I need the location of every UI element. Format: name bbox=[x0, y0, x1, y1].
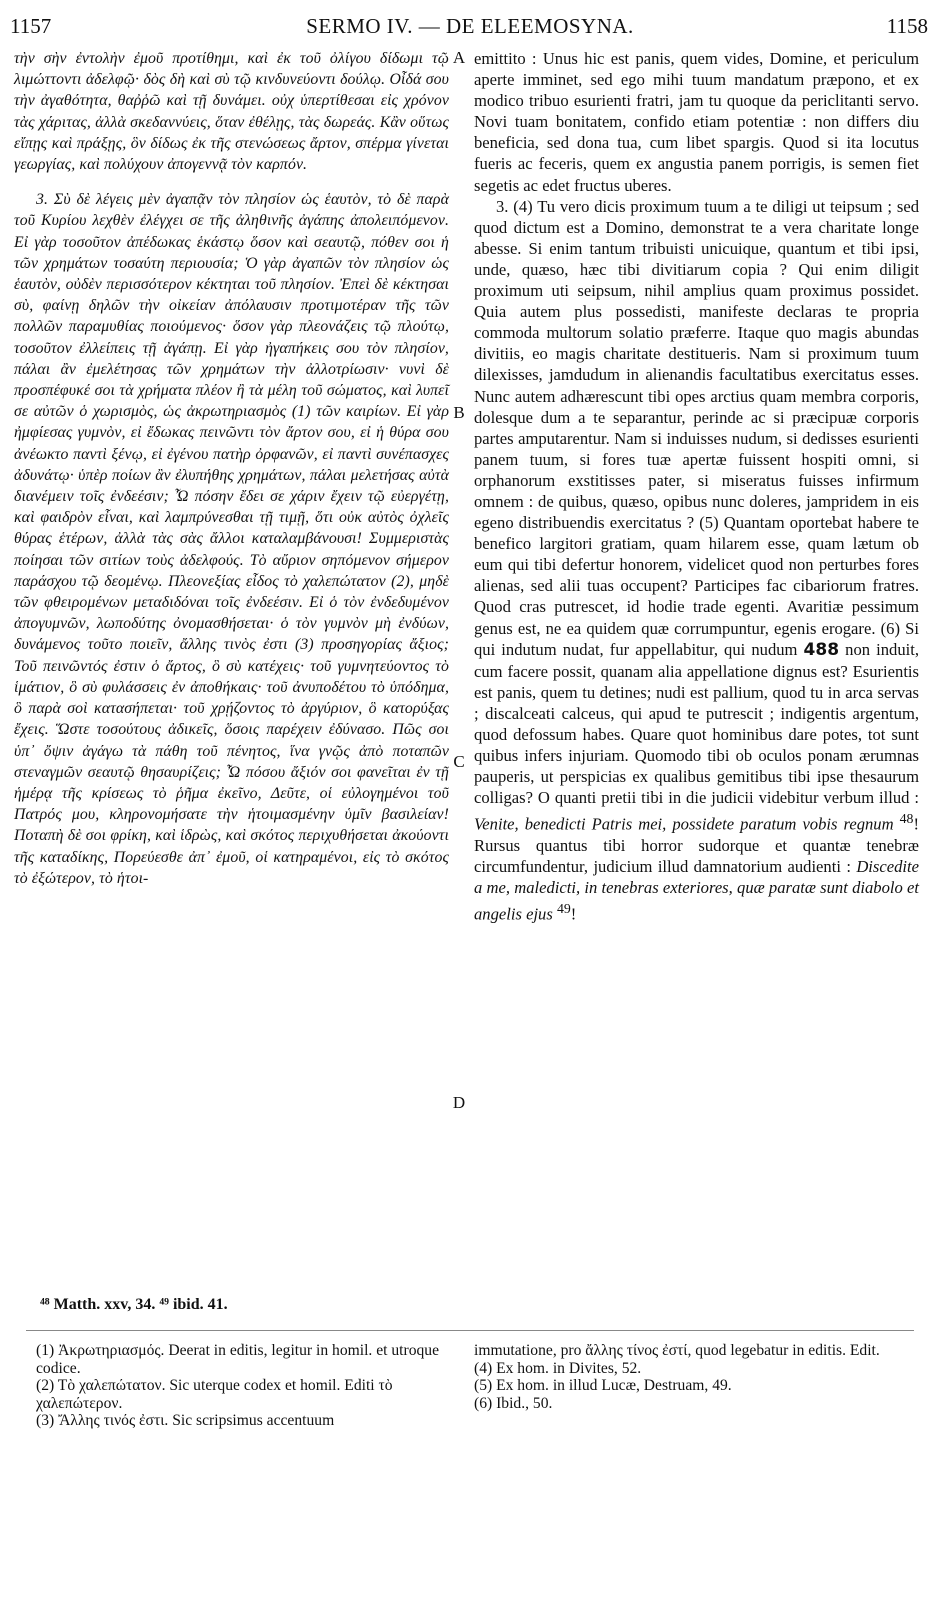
section-marker-b: B bbox=[453, 403, 465, 422]
latin-text: ! bbox=[570, 904, 577, 924]
page-header bbox=[0, 10, 940, 40]
greek-paragraph: τὴν σὴν ἐντολὴν ἐμοῦ προτίθημι, καὶ ἐκ τοῦ ὀλίγου δίδωμι τῷ λιμώττοντι ἀδελφῷ· δὸς δὴ καὶ σὺ τῷ κινδυνεύοντι δούλῳ. Οἶδά σου τὴν ἀγαθότητα, θαῤῥῶ καὶ τῇ δυνάμει. οὐχ ὑπερτίθεσαι εἰς χρόνον τὰς χάριτας, ἀλλὰ σκεδαννύεις, ὅταν ἐθέλῃς, τὰς δωρεάς. Κἂν οὕτως εἴπῃς καὶ πράξῃς, ὃν δίδως ἐκ τῆς στενώσεως ἄρτον, σπέρμα γίνεται γεωργίας, καὶ πολύχουν ἀπογεννᾷ τὸν καρπόν. bbox=[14, 50, 449, 174]
running-title: SERMO IV. — DE ELEEMOSYNA. bbox=[306, 14, 634, 38]
latin-text: non induit, cum facere possit, quanam alia appellatione dignus est? Esurientis est panis, quem tu detines; nudi est pallium, quod tu in arca servas ; discalceati calceus, qui apud te putrescit ; indigentis argentum, quod defossum habes. Quare quot hominibus dare potes, tot sunt quibus infers injuriam. Quomodo tibi ob oculos ponam ærumnas pauperis, ut perspicias ex qualibus gemitibus tibi ipse thesaurum colligas? O quanti pretii tibi in die judicii videbitur verbum illud : bbox=[474, 639, 919, 808]
column-number: 488 bbox=[803, 639, 840, 660]
footnote: (2) Τὸ χαλεπώτατον. Sic uterque codex et homil. Editi τὸ χαλεπώτερον. bbox=[36, 1377, 393, 1412]
section-marker-a: A bbox=[452, 48, 466, 67]
section-marker-d: D bbox=[452, 1093, 466, 1112]
scripture-quote: Discedite a me, maledicti, in tenebras exteriores, quæ paratæ sunt diabolo et angelis ejus bbox=[474, 857, 919, 924]
scripture-quote: Venite, benedicti Patris mei, possidete paratum vobis regnum bbox=[474, 814, 894, 834]
footnote: (1) Ἀκρωτηριασμός. Deerat in editis, legitur in homil. et utroque codice. bbox=[36, 1342, 440, 1377]
footnotes-right bbox=[474, 1342, 904, 1412]
latin-paragraph bbox=[474, 196, 919, 925]
footnote: (3) Ἄλλης τινός ἐστι. Sic scripsimus accentuum bbox=[36, 1412, 335, 1429]
latin-text: 3. (4) Tu vero dicis proximum tuum a te diligi ut teipsum ; sed quod dictum est a Domino, demonstrat te a vera charitate longe abesse. Si enim tantum tribuisti unicuique, quantum et tibi ipsi, unde, quæso, hæc tibi divitiarum copia ? Qui enim diligit proximum uti seipsum, nihil amplius quam proximus possidet. Quia autem plus possedisti, manifeste declaras te propria commoda multorum solatio præferre. Itaque quo magis abundas divitiis, eo magis charitate destitueris. Nam si proximum tuum dilexisses, jamdudum in alienandis facultatibus exercitatus esses. Nunc autem adhærescunt tibi opes arctius quam membra corporis, dolesque dum a te separantur, perinde ac si præcipuæ corporis partes amputarentur. Nam si induisses nudum, si dedisses esurienti panem tuum, si fores tuæ apertæ fuissent hospiti omni, si orphanorum exstitisses pater, si miseratus fuisses infirmum omnem : de quibus, quæso, opibus nunc doleres, jampridem in eis egeno distribuendis exercitatus ? (5) Quantam oportebat habere te benefico largitori gratiam, quam hilarem esse, quam lætum ob eum qui tibi defertur honorem, videlicet quod non perturbes fores alienas, sed alii tuas occupent? Participes fac cibariorum fratres. Quod cras putrescet, id hodie trade egenti. Avaritiæ pessimum genus est, ne ea quidem quæ corrumpuntur, egenis erogare. (6) Si qui indutum nudat, fur appellabitur, qui nudum bbox=[474, 196, 919, 659]
greek-column bbox=[14, 48, 449, 889]
page-number-right: 1158 bbox=[886, 14, 928, 38]
section-marker-c: C bbox=[453, 752, 465, 771]
footnote: (4) Ex hom. in Divites, 52. bbox=[474, 1359, 642, 1377]
latin-text: ! Rursus quantus tibi horror sudorque et quantæ tenebræ circumfundentur, judicium illud damnatorium audienti : bbox=[474, 814, 919, 877]
scripture-ref-mark: 48 bbox=[899, 811, 914, 827]
scripture-references: ⁴⁸ Matth. xxv, 34. ⁴⁹ ibid. 41. bbox=[40, 1296, 228, 1313]
footnote: immutatione, pro ἄλλης τίνος ἐστί, quod legebatur in editis. Edit. bbox=[474, 1342, 880, 1359]
scripture-ref-mark: 49 bbox=[556, 901, 571, 917]
footnote: (6) Ibid., 50. bbox=[474, 1394, 553, 1412]
footnotes-left bbox=[36, 1342, 454, 1430]
latin-column bbox=[474, 48, 919, 925]
footnote: (5) Ex hom. in illud Lucæ, Destruam, 49. bbox=[474, 1377, 732, 1394]
footnote-divider bbox=[26, 1330, 914, 1331]
latin-paragraph: emittito : Unus hic est panis, quem vides, Domine, et periculum aperte imminet, sed ego mihi tuum mandatum præpono, et ex modico tribuo esurienti fratri, jam tu quoque da periclitanti servo. Novi tuam bonitatem, confido etiam potentiæ : non differs diu beneficia, sed dona tua, cum libet spargis. Quod si ita locutus fueris ac feceris, quem ex angustia panem porrigis, is semen fiet segetis ac edet fructus uberes. bbox=[474, 49, 919, 195]
page-number-left: 1157 bbox=[10, 14, 52, 38]
greek-paragraph: 3. Σὺ δὲ λέγεις μὲν ἀγαπᾷν τὸν πλησίον ὡς ἑαυτὸν, τὸ δὲ παρὰ τοῦ Κυρίου λεχθὲν ἐλέγχει σε τῆς ἀληθινῆς ἀγάπης ἀπολειπόμενον. Εἰ γὰρ τοσοῦτον ἀπέδωκας ἑκάστῳ ὅσον καὶ σεαυτῷ, πόθεν σοι ἡ τῶν χρημάτων τοσαύτη περιουσία; Ὁ γὰρ ἀγαπῶν τὸν πλησίον ὡς ἑαυτὸν, οὐδὲν περισσότερον κέκτηται τοῦ πλησίον. Ἐπεὶ δὲ κέκτησαι σὺ, φαίνῃ δηλῶν τὴν οἰκείαν ἀπόλαυσιν προτιμοτέραν τῆς τῶν πολλῶν παραμυθίας ποιούμενος· ὅσον γὰρ πλεονάζεις τῷ πλούτῳ, τοσοῦτον ἐλλείπεις τῇ ἀγάπῃ. Εἰ γὰρ ἠγαπήκεις σου τὸν πλησίον, πάλαι ἂν ἐμελέτησας τῶν χρημάτων τὴν ἀλλοτρίωσιν· νυνὶ δὲ προσπέφυκέ σοι τὰ χρήματα πλέον ἢ τὰ μέλη τοῦ σώματος, καὶ λυπεῖ σε αὐτῶν ὁ χωρισμὸς, ὡς ἀκρωτηριασμὸς (1) τῶν καιρίων. Εἰ γὰρ ἠμφίεσας γυμνὸν, εἰ ἔδωκας πεινῶντι τὸν ἄρτον σου, εἰ ἡ θύρα σου ἀνέωκτο παντὶ ξένῳ, εἰ ἐγένου πατὴρ ὀρφανῶν, εἰ παντὶ συνέπασχες ἀδυνάτῳ· ὑπὲρ ποίων ἂν ἐλυπήθης χρημάτων, πάλαι μελετήσας αὐτὰ διανέμειν τοῖς ἐνδεέσιν; Ὦ πόσην ἔδει σε χάριν ἔχειν τῷ εὐεργέτῃ, καὶ φαιδρὸν εἶναι, καὶ λαμπρύνεσθαι τῇ τιμῇ, ὅτι οὐκ αὐτὸς ὀχλεῖς θύρας ἑτέρων, ἀλλὰ τὰς σὰς ἄλλοι καταλαμβάνουσι! Συμμεριστὰς ποίησαι τῶν σιτίων τοὺς ἀδελφούς. Τὸ αὔριον σηπόμενον σήμερον παράσχου τῷ δεομένῳ. Πλεονεξίας εἶδος τὸ χαλεπώτατον (2), μηδὲ τῶν φθειρομένων μεταδιδόναι τοῖς ἐνδεέσιν. Εἰ ὁ τὸν ἐνδεδυμένον ἀπογυμνῶν, λωποδύτης ὀνομασθήσεται· ὁ τὸν γυμνὸν μὴ ἐνδύων, δυνάμενος τοῦτο ποιεῖν, ἄλλης τινὸς ἐστι (3) προσηγορίας ἄξιος; Τοῦ πεινῶντός ἐστιν ὁ ἄρτος, ὃ σὺ κατέχεις· τοῦ γυμνητεύοντος τὸ ἱμάτιον, ὃ σὺ φυλάσσεις ἐν ἀποθήκαις· τοῦ ἀνυποδέτου τὸ ὑπόδημα, ὃ παρὰ σοὶ κατασήπεται· τοῦ χρῄζοντος τὸ ἀργύριον, ὃ κατορύξας ἔχεις. Ὥστε τοσούτους ἀδικεῖς, ὅσοις παρέχειν ἐδύνασο. Πῶς σοι ὑπ᾽ ὄψιν ἀγάγω τὰ πάθη τοῦ πένητος, ἵνα γνῷς ἀπὸ ποταπῶν στεναγμῶν σεαυτῷ θησαυρίζεις; Ὦ πόσου ἄξιόν σοι φανεῖται ἐν τῇ ἡμέρᾳ τῆς κρίσεως τὸ ῥῆμα ἐκεῖνο, Δεῦτε, οἱ εὐλογημένοι τοῦ Πατρός μου, κληρονομήσατε τὴν ἡτοιμασμένην ὑμῖν βασιλείαν! Ποταπὴ δὲ σοι φρίκη, καὶ ἱδρὼς, καὶ σκότος περιχυθήσεται ἀκούοντι τῆς καταδίκης, Πορεύεσθε ἀπ᾽ ἐμοῦ, οἱ κατηραμένοι, εἰς τὸ σκότος τὸ ἐξώτερον, τὸ ἡτοι- bbox=[14, 191, 449, 887]
